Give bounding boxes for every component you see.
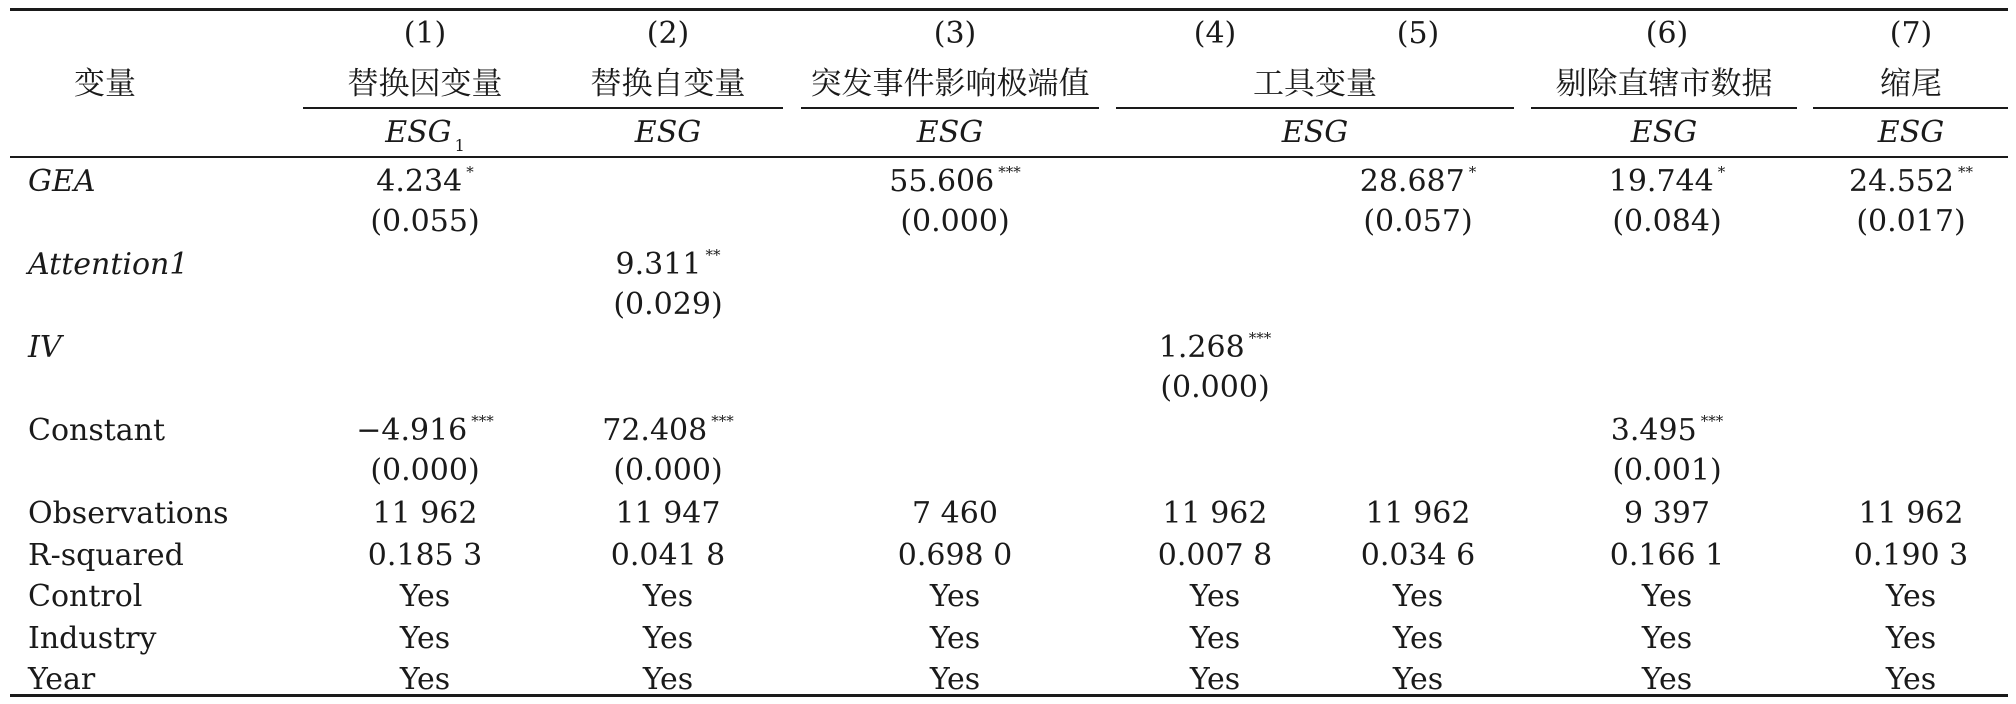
stat-value: Yes: [1392, 620, 1444, 656]
stat-label: Year: [28, 662, 96, 697]
group-underline-3: [801, 107, 1099, 109]
coef-value: 55.606: [889, 164, 995, 199]
stat-value: Yes: [929, 662, 981, 697]
row-label: IV: [28, 330, 62, 365]
coef-value: 3.495: [1610, 413, 1697, 448]
stat-value: Yes: [1189, 662, 1241, 697]
stat-value: 0.007 8: [1157, 537, 1273, 573]
col-number: (6): [1645, 16, 1689, 51]
significance-stars: ***: [1700, 412, 1724, 430]
stat-value: Yes: [929, 620, 981, 656]
significance-stars: ***: [998, 163, 1021, 181]
stat-value: 0.190 3: [1853, 537, 1969, 573]
stat-value: Yes: [1641, 662, 1693, 697]
col-number: (3): [933, 16, 977, 51]
significance-stars: *: [1468, 163, 1477, 181]
coef-value: 9.311: [615, 247, 702, 282]
group-title: 工具变量: [1253, 66, 1377, 102]
coef-cell: [602, 411, 733, 455]
col-number: (4): [1193, 16, 1237, 51]
coef-cell: [889, 162, 1020, 206]
p-value: (0.000): [900, 204, 1010, 239]
significance-stars: **: [1957, 163, 1973, 181]
header-rule: [10, 156, 2008, 158]
stat-value: 0.698 0: [897, 537, 1013, 573]
col-number: (2): [646, 16, 690, 51]
group-title: 突发事件影响极端值: [810, 66, 1090, 102]
p-value: (0.084): [1612, 204, 1722, 239]
p-value: (0.057): [1363, 204, 1473, 239]
stat-value: 11 962: [372, 496, 478, 531]
stat-value: Yes: [399, 662, 451, 697]
stat-label: R-squared: [28, 537, 184, 573]
stat-value: 0.034 6: [1360, 537, 1476, 573]
coef-cell: [1609, 162, 1725, 206]
stat-value: Yes: [1885, 662, 1937, 697]
coef-value: 24.552: [1849, 164, 1954, 199]
significance-stars: *: [1717, 163, 1726, 181]
coef-cell: [356, 411, 494, 455]
stat-value: Yes: [1885, 579, 1937, 614]
stat-value: Yes: [1641, 579, 1693, 614]
significance-stars: ***: [1248, 329, 1272, 347]
coef-cell: [1159, 328, 1271, 372]
dep-var: ESG: [1281, 115, 1349, 150]
col-number: (5): [1396, 16, 1440, 51]
coef-value: 19.744: [1608, 164, 1714, 199]
coef-value: 72.408: [602, 413, 708, 448]
stat-value: 7 460: [912, 496, 998, 531]
coef-cell: [1849, 162, 1973, 206]
p-value: (0.000): [1160, 370, 1270, 405]
dep-var: ESG $_1$: [385, 115, 465, 155]
group-title: 剔除直辖市数据: [1555, 66, 1773, 102]
significance-stars: ***: [471, 412, 494, 430]
stat-value: 0.185 3: [367, 537, 483, 573]
group-title: 缩尾: [1880, 66, 1942, 102]
stat-value: Yes: [1189, 620, 1241, 656]
group-underline-5: [1531, 107, 1797, 109]
dep-var: ESG: [634, 115, 702, 150]
stat-value: 11 962: [1858, 496, 1964, 531]
stat-value: 9 397: [1624, 496, 1710, 531]
variable-header: 变量: [74, 66, 136, 102]
stat-value: Yes: [642, 620, 694, 656]
p-value: (0.000): [370, 453, 480, 488]
coef-value: 28.687: [1359, 164, 1465, 199]
stat-value: Yes: [1885, 620, 1937, 656]
row-label: Attention1: [28, 247, 189, 282]
group-underline-4: [1116, 107, 1514, 109]
bottom-rule: [10, 694, 2008, 697]
group-underline-2: [553, 107, 783, 109]
stat-value: Yes: [1641, 620, 1693, 656]
dep-var: ESG: [1877, 115, 1945, 150]
stat-value: 0.041 8: [610, 537, 726, 573]
significance-stars: ***: [711, 412, 734, 430]
dep-var: ESG: [1630, 115, 1698, 150]
coef-cell: [616, 245, 721, 289]
stat-value: Yes: [1189, 579, 1241, 614]
stat-value: Yes: [1392, 579, 1444, 614]
row-label: Constant: [28, 413, 166, 448]
col-number: (1): [403, 16, 447, 51]
top-rule: [10, 8, 2008, 11]
p-value: (0.055): [370, 204, 480, 239]
stat-value: 11 962: [1162, 496, 1268, 531]
stat-label: Observations: [28, 496, 229, 531]
stat-label: Industry: [28, 620, 157, 656]
coef-value: 1.268: [1158, 330, 1245, 365]
group-title: 替换自变量: [590, 66, 746, 102]
p-value: (0.000): [613, 453, 723, 488]
stat-value: Yes: [399, 620, 451, 656]
stat-value: 11 947: [615, 496, 721, 531]
stat-value: Yes: [642, 662, 694, 697]
coef-cell: [376, 162, 473, 206]
coef-cell: [1360, 162, 1476, 206]
p-value: (0.017): [1856, 204, 1966, 239]
stat-value: 11 962: [1365, 496, 1471, 531]
p-value: (0.001): [1612, 453, 1722, 488]
group-underline-6: [1813, 107, 2008, 109]
coef-value: 4.234: [376, 164, 463, 199]
dep-var: ESG: [916, 115, 984, 150]
group-title: 替换因变量: [347, 66, 503, 102]
stat-label: Control: [28, 579, 143, 614]
significance-stars: **: [705, 246, 721, 264]
row-label: GEA: [28, 164, 96, 199]
coef-cell: [1611, 411, 1723, 455]
stat-value: 0.166 1: [1609, 537, 1725, 573]
col-number: (7): [1889, 16, 1933, 51]
p-value: (0.029): [613, 287, 723, 322]
stat-value: Yes: [399, 579, 451, 614]
stat-value: Yes: [642, 579, 694, 614]
stat-value: Yes: [929, 579, 981, 614]
significance-stars: *: [466, 163, 474, 181]
stat-value: Yes: [1392, 662, 1444, 697]
group-underline-1: [303, 107, 571, 109]
coef-value: −4.916: [356, 413, 468, 448]
